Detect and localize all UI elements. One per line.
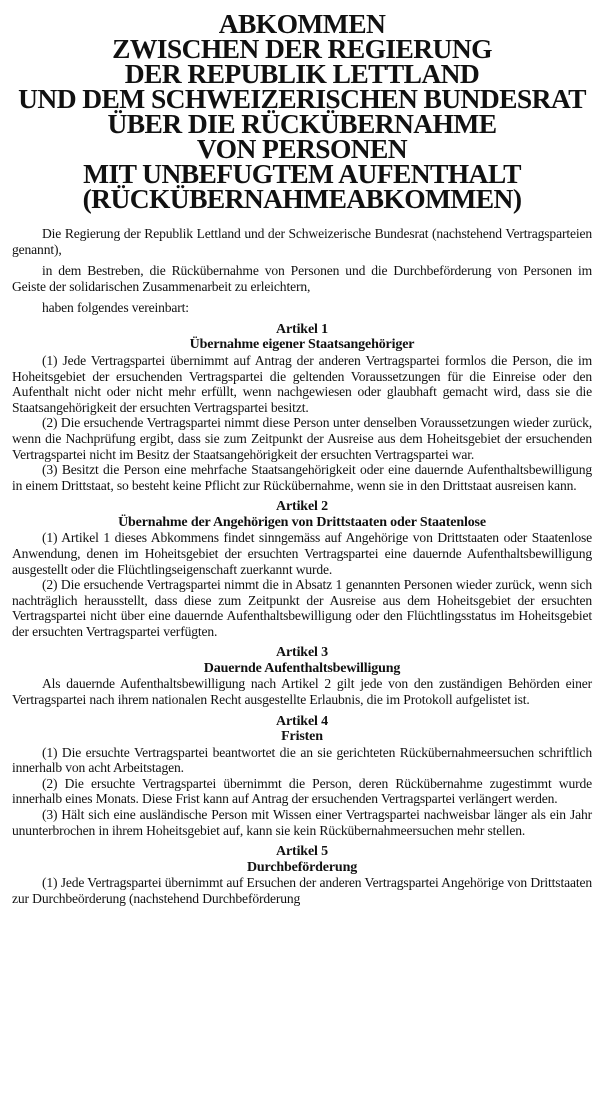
- article-heading: Artikel 3: [276, 645, 328, 661]
- article-subtitle: Dauernde Aufenthaltsbewilligung: [203, 660, 401, 676]
- title-line: (RÜCKÜBERNAHMEABKOMMEN): [82, 184, 522, 214]
- article-paragraph: (2) Die ersuchte Vertragspartei übernimmt die Person, deren Rückübernahme zugestimmt wurde innerhalb eines Monats. Diese Frist kann auf Antrag der ersuchenden Vertragspartei verlängert werden.: [12, 775, 592, 807]
- article-paragraph: (2) Die ersuchende Vertragspartei nimmt die in Absatz 1 genannten Personen wieder zurück, wenn sich nachträglich herausstellt, dass diese zum Zeitpunkt der Ausreise aus dem Hoheitsgebiet der ersuchten Vertragspartei nicht über eine dauernde Aufenthaltsbewilligung oder den Flüchtlingsstatus im Hoheitsgebiet der ersuchten Vertragspartei verfügten.: [12, 577, 592, 639]
- article-paragraph: (1) Artikel 1 dieses Abkommens findet sinngemäss auf Angehörige von Drittstaaten oder Staatenlose Anwendung, denen im Hoheitsgebiet der ersuchten Vertragspartei eine dauernde Aufenthaltsbewilligung ausgestellt oder die Flüchtlingseigenschaft zuerkannt wurde.: [12, 530, 592, 577]
- title-line: DER REPUBLIK LETTLAND: [124, 59, 480, 89]
- title-line: ZWISCHEN DER REGIERUNG: [112, 34, 492, 64]
- article-paragraph: (3) Hält sich eine ausländische Person mit Wissen einer Vertragspartei nachweisbar länger als ein Jahr ununterbrochen in ihrem Hoheitsgebiet auf, kann sie kein Rückübernahmeersuchen mehr stellen.: [12, 807, 592, 838]
- article-paragraph: (1) Die ersuchte Vertragspartei beantwortet die an sie gerichteten Rückübernahmeersuchen schriftlich innerhalb von acht Arbeitstagen.: [12, 744, 592, 776]
- title-line: MIT UNBEFUGTEM AUFENTHALT: [83, 159, 521, 189]
- article-subtitle: Übernahme eigener Staatsangehöriger: [189, 337, 415, 353]
- article-heading: Artikel 1: [276, 321, 328, 337]
- article-paragraph: (2) Die ersuchende Vertragspartei nimmt diese Person unter denselben Voraussetzungen wieder zurück, wenn die Nachprüfung ergibt, dass sie zum Zeitpunkt der Ausreise aus dem Hoheitsgebiet der ersuchenden Vertragspartei nicht im Besitz der Staatsangehörigkeit der ersuchten Vertragspartei war.: [12, 415, 592, 462]
- preamble-paragraph: in dem Bestreben, die Rückübernahme von Personen und die Durchbeförderung von Personen im Geiste der solidarischen Zusammenarbeit zu erleichtern,: [12, 263, 592, 294]
- article-subtitle: Durchbeförderung: [246, 859, 358, 875]
- title-line: ÜBER DIE RÜCKÜBERNAHME: [107, 109, 497, 139]
- article-subtitle: Übernahme der Angehörigen von Drittstaaten oder Staatenlose: [118, 514, 486, 530]
- article-paragraph: (1) Jede Vertragspartei übernimmt auf Ersuchen der anderen Vertragspartei Angehörige von Drittstaaten zur Durchbeörderung (nachstehend Durchbeförderung: [12, 875, 592, 906]
- title-line: VON PERSONEN: [196, 134, 408, 164]
- document-body: [12, 226, 592, 906]
- article-subtitle: Fristen: [281, 729, 323, 745]
- article-paragraph: Als dauernde Aufenthaltsbewilligung nach Artikel 2 gilt jede von den zuständigen Behörden einer Vertragspartei nach ihrem nationalen Recht ausgestellte Erlaubnis, die im Protokoll aufgelistet ist.: [12, 676, 592, 708]
- preamble-paragraph: haben folgendes vereinbart:: [42, 300, 189, 316]
- title-line: UND DEM SCHWEIZERISCHEN BUNDESRAT: [18, 84, 586, 114]
- article-paragraph: (1) Jede Vertragspartei übernimmt auf Antrag der anderen Vertragspartei formlos die Person, die im Hoheitsgebiet der ersuchenden Vertragspartei die geltenden Voraussetzungen für die Einreise oder den Aufenthalt nicht oder nicht mehr erfüllt, wenn nachgewiesen oder glaubhaft gemacht wird, dass sie die Staatsangehörigkeit der ersuchten Vertragspartei besitzt.: [12, 352, 592, 415]
- document-title: [12, 9, 592, 214]
- article-paragraph: (3) Besitzt die Person eine mehrfache Staatsangehörigkeit oder eine dauernde Aufenthaltsbewilligung in einem Drittstaat, so besteht keine Pflicht zur Rückübernahme, wenn sie in den Drittstaat ausreisen kann.: [12, 462, 592, 493]
- article-heading: Artikel 4: [276, 713, 328, 729]
- preamble-paragraph: Die Regierung der Republik Lettland und der Schweizerische Bundesrat (nachstehend Vertragsparteien genannt),: [12, 226, 592, 257]
- article-heading: Artikel 2: [276, 499, 328, 515]
- title-line: ABKOMMEN: [218, 9, 386, 39]
- article-heading: Artikel 5: [276, 844, 328, 860]
